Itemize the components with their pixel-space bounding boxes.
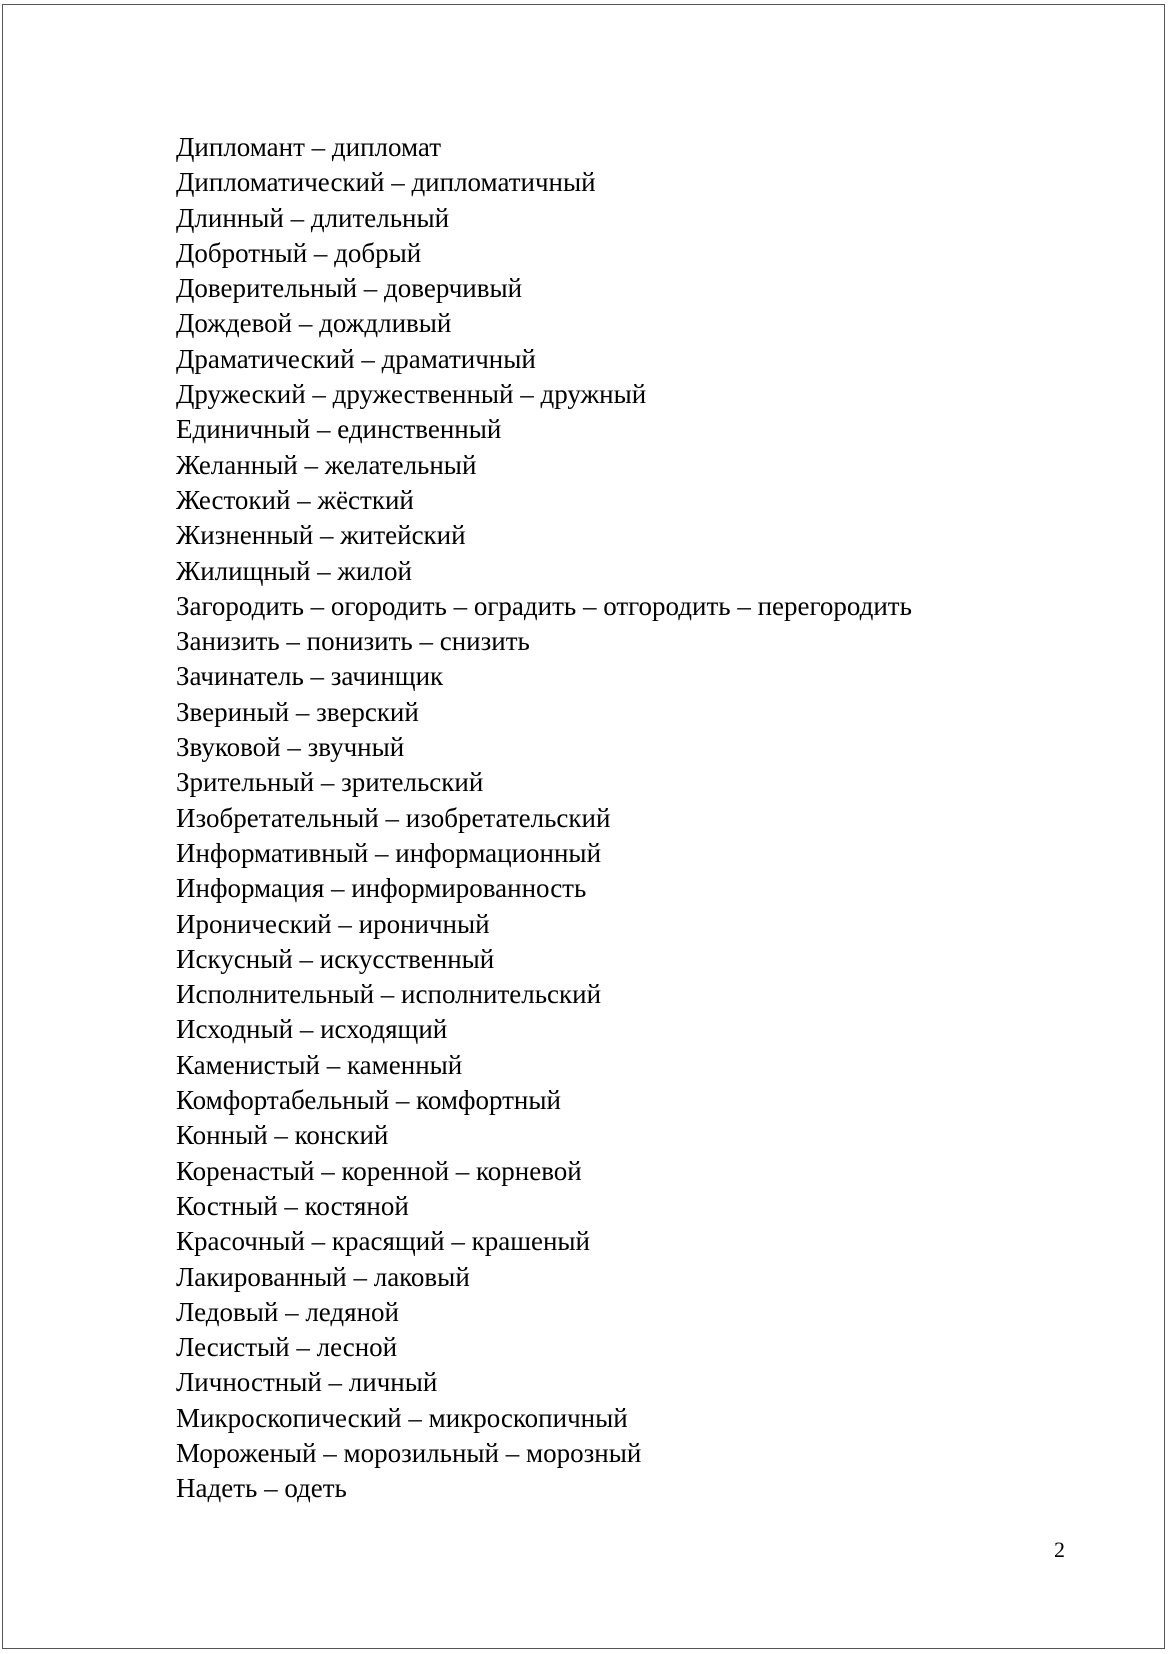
list-item: Микроскопический – микроскопичный <box>176 1402 628 1433</box>
list-item: Конный – конский <box>176 1120 389 1151</box>
list-item: Информация – информированность <box>176 873 587 904</box>
list-item: Иронический – ироничный <box>176 908 490 939</box>
list-item: Исходный – исходящий <box>176 1014 448 1045</box>
page-number: 2 <box>1054 1537 1065 1562</box>
list-item: Жестокий – жёсткий <box>176 484 414 515</box>
list-item: Искусный – искусственный <box>176 943 495 974</box>
list-item: Надеть – одеть <box>176 1473 347 1504</box>
list-item: Личностный – личный <box>176 1367 438 1398</box>
list-item: Изобретательный – изобретательский <box>176 802 611 833</box>
list-item: Жилищный – жилой <box>176 555 412 586</box>
list-item: Звуковой – звучный <box>176 732 405 763</box>
list-item: Зрительный – зрительский <box>176 767 484 798</box>
list-item: Жизненный – житейский <box>176 520 466 551</box>
list-item: Дипломатический – дипломатичный <box>176 167 596 198</box>
list-item: Драматический – драматичный <box>176 343 536 374</box>
list-item: Красочный – красящий – крашеный <box>176 1226 591 1257</box>
list-item: Ледовый – ледяной <box>176 1296 399 1327</box>
list-item: Дождевой – дождливый <box>176 308 452 339</box>
list-item: Длинный – длительный <box>176 202 450 233</box>
list-item: Единичный – единственный <box>176 414 502 445</box>
list-item: Зачинатель – зачинщик <box>176 661 444 692</box>
list-item: Добротный – добрый <box>176 237 422 268</box>
list-item: Доверительный – доверчивый <box>176 273 523 304</box>
list-item: Занизить – понизить – снизить <box>176 626 530 657</box>
list-item: Костный – костяной <box>176 1190 409 1221</box>
list-item: Желанный – желательный <box>176 449 477 480</box>
list-item: Лакированный – лаковый <box>176 1261 470 1292</box>
list-item: Информативный – информационный <box>176 837 602 868</box>
list-item: Коренастый – коренной – корневой <box>176 1155 582 1186</box>
list-item: Звериный – зверский <box>176 696 419 727</box>
paronym-list <box>176 130 912 1507</box>
list-item: Исполнительный – исполнительский <box>176 979 602 1010</box>
list-item: Загородить – огородить – оградить – отгородить – перегородить <box>176 590 912 621</box>
list-item: Дружеский – дружественный – дружный <box>176 379 647 410</box>
list-item: Лесистый – лесной <box>176 1332 398 1363</box>
list-item: Комфортабельный – комфортный <box>176 1085 561 1116</box>
list-item: Дипломант – дипломат <box>176 132 441 162</box>
list-item: Каменистый – каменный <box>176 1049 463 1080</box>
list-item: Мороженый – морозильный – морозный <box>176 1437 642 1468</box>
